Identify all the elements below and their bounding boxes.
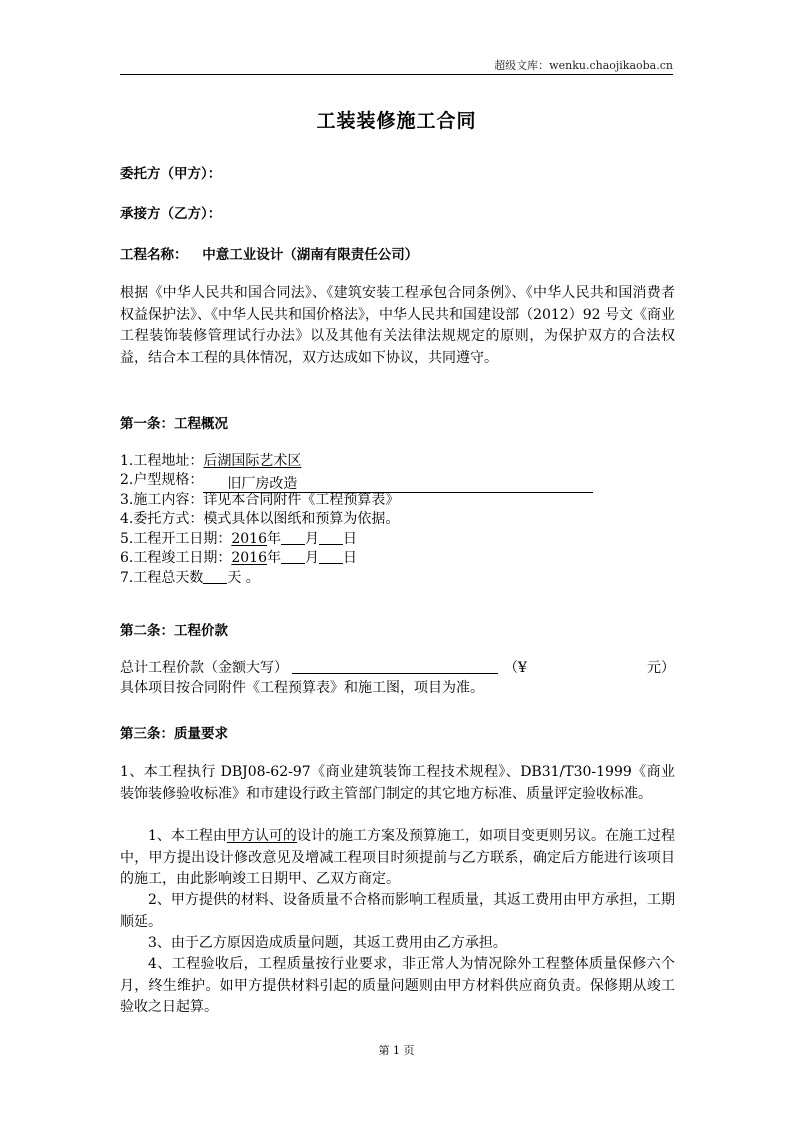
item-end-date <box>120 549 357 569</box>
address-value: 后湖国际艺术区 <box>203 453 302 469</box>
document-title: 工装装修施工合同 <box>316 110 477 132</box>
day-unit: 日 <box>343 550 357 566</box>
days-blank[interactable] <box>203 569 227 584</box>
quality-clause-3: 3、由于乙方原因造成质量问题，其返工费用由乙方承担。 <box>148 935 507 951</box>
month-unit: 月 <box>305 550 319 566</box>
clause1-underlined: 甲方认可的 <box>226 828 297 844</box>
end-year: 2016 <box>231 550 267 566</box>
spec-label: 2.户型规格： <box>120 472 204 488</box>
preamble-paragraph: 根据《中华人民共和国合同法》、《建筑安装工程承包合同条例》、《中华人民共和国消费者权益保护法》、《中华人民共和国价格法》，中华人民共和国建设部（2012）92 号文《商业工程装饰装修管理试行办法》以及其他有关法律法规规定的原则，为保护双方的合法权益，结合本工程的具体情况，双方达成如下协议，共同遵守。 <box>120 285 675 366</box>
start-year: 2016 <box>231 531 267 547</box>
item-address <box>120 452 301 472</box>
total-price-label: 总计工程价款（金额大写） <box>120 660 288 676</box>
header-site-text: 超级文库：wenku.chaojikaoba.cn <box>494 59 673 72</box>
header-divider <box>120 74 673 75</box>
spec-value: 旧厂房改造 <box>227 476 298 492</box>
article3-heading: 第三条：质量要求 <box>120 726 228 742</box>
start-day-blank[interactable] <box>319 530 343 545</box>
project-name-label: 工程名称： <box>120 247 188 263</box>
project-name-row <box>120 243 418 263</box>
clause1-post: 设计的施工方案及预算施工，如项目变更则另议。在施工过程中，甲方提出设计修改意见及增减工程项目时须提前与乙方联系，确定后方能进行该项目的施工，由此影响竣工日期甲、乙双方商定。 <box>120 828 675 887</box>
year-unit: 年 <box>267 550 281 566</box>
total-price-blank[interactable] <box>292 659 498 674</box>
days-unit: 天 。 <box>227 570 260 586</box>
article1-heading: 第一条：工程概况 <box>120 416 228 432</box>
quality-standard-paragraph: 1、本工程执行 DBJ08-62-97《商业建筑装饰工程技术规程》、DB31/T30-1999《商业装饰装修验收标准》和市建设行政主管部门制定的其它地方标准、质量评定验收标准。 <box>120 764 675 802</box>
days-label: 7.工程总天数 <box>120 570 204 586</box>
quality-clause-1 <box>120 826 675 891</box>
party-a-label: 委托方（甲方）： <box>120 166 222 182</box>
project-name-value: 中意工业设计（湖南有限责任公司） <box>202 247 419 263</box>
party-b-label: 承接方（乙方）： <box>120 206 222 222</box>
total-price-row <box>120 659 675 679</box>
item-content: 3.施工内容：详见本合同附件《工程预算表》 <box>120 492 400 508</box>
price-note: 具体项目按合同附件《工程预算表》和施工图，项目为准。 <box>120 680 484 696</box>
end-day-blank[interactable] <box>319 549 343 564</box>
item-method: 4.委托方式：模式具体以图纸和预算为依据。 <box>120 511 400 527</box>
end-month-blank[interactable] <box>281 549 305 564</box>
page-number: 第 1 页 <box>378 1044 415 1057</box>
end-date-label: 6.工程竣工日期： <box>120 550 232 566</box>
clause1-pre: 1、本工程由 <box>148 828 227 844</box>
item-spec <box>120 471 593 493</box>
address-label: 1.工程地址： <box>120 453 204 469</box>
month-unit: 月 <box>305 531 319 547</box>
year-unit: 年 <box>267 531 281 547</box>
quality-clause-2: 2、甲方提供的材料、设备质量不合格而影响工程质量，其返工费用由甲方承担，工期顺延。 <box>120 892 675 930</box>
quality-clause-4: 4、工程验收后，工程质量按行业要求，非正常人为情况除外工程整体质量保修六个月，终生维护。如甲方提供材料引起的质量问题则由甲方材料供应商负责。保修期从竣工验收之日起算。 <box>120 956 675 1015</box>
item-start-date <box>120 530 357 550</box>
item-total-days <box>120 569 260 589</box>
yuan-close: 元） <box>647 660 675 676</box>
day-unit: 日 <box>343 531 357 547</box>
article2-heading: 第二条：工程价款 <box>120 623 228 639</box>
start-date-label: 5.工程开工日期： <box>120 531 232 547</box>
yen-open: （¥ <box>504 660 527 676</box>
start-month-blank[interactable] <box>281 530 305 545</box>
